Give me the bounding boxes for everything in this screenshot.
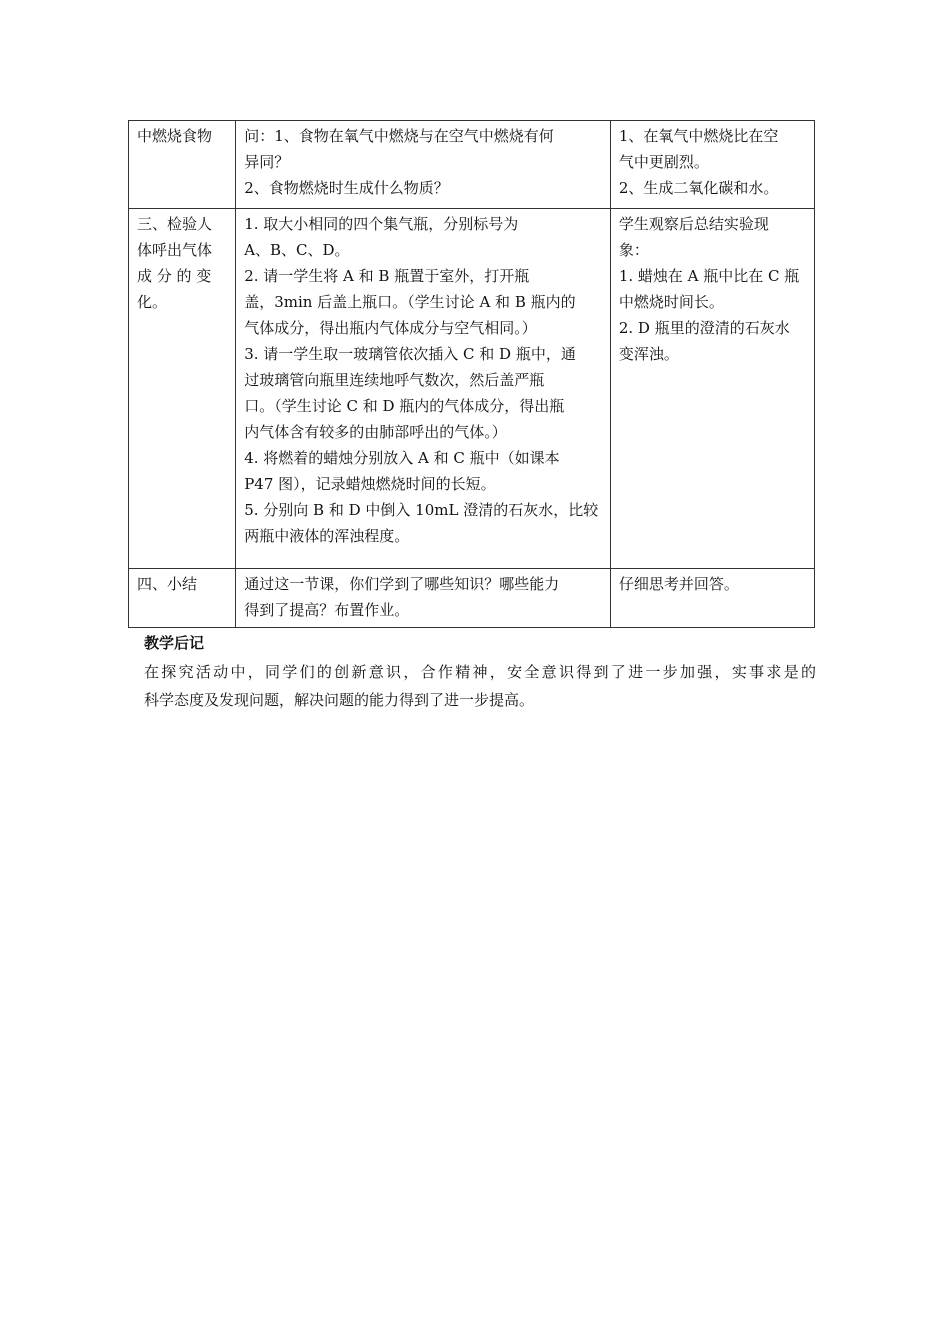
- cell-line: 象：: [618, 241, 649, 259]
- cell-line: 气中更剧烈。: [618, 153, 709, 171]
- cell-line: 得到了提高？布置作业。: [244, 601, 410, 619]
- cell-line: 气体成分，得出瓶内气体成分与空气相同。）: [244, 319, 537, 337]
- postscript-body: [144, 658, 816, 714]
- cell-line: 学生观察后总结实验现: [618, 215, 769, 233]
- cell-line: 四、小结: [137, 575, 198, 593]
- cell-line: 5. 分别向 B 和 D 中倒入 10mL 澄清的石灰水，比较: [244, 501, 599, 519]
- cell-line: 问：1、食物在氧气中燃烧与在空气中燃烧有何: [244, 127, 554, 145]
- cell-line: 中燃烧时间长。: [618, 293, 724, 311]
- cell-line: 内气体含有较多的由肺部呼出的气体。）: [244, 423, 507, 441]
- cell-line: 2. 请一学生将 A 和 B 瓶置于室外，打开瓶: [244, 267, 530, 285]
- student-activity-cell: [610, 569, 814, 628]
- table-row: [129, 209, 815, 569]
- student-activity-cell: [610, 209, 814, 569]
- student-activity-cell: [610, 121, 814, 209]
- teacher-activity-cell: [236, 209, 611, 569]
- cell-line: 2. D 瓶里的澄清的石灰水: [618, 319, 790, 337]
- cell-line: 变浑浊。: [618, 345, 679, 363]
- cell-line: P47 图），记录蜡烛燃烧时间的长短。: [244, 475, 496, 493]
- cell-line: 1. 取大小相同的四个集气瓶，分别标号为: [244, 215, 519, 233]
- stage-cell: [129, 569, 236, 628]
- table-row: [129, 569, 815, 628]
- stage-cell: [129, 209, 236, 569]
- cell-line: 口。（学生讨论 C 和 D 瓶内的气体成分，得出瓶: [244, 397, 565, 415]
- teacher-activity-cell: [236, 569, 611, 628]
- cell-line: 3. 请一学生取一玻璃管依次插入 C 和 D 瓶中，通: [244, 345, 576, 363]
- teaching-postscript: [144, 632, 816, 714]
- cell-line: 2、食物燃烧时生成什么物质？: [244, 179, 449, 197]
- teacher-activity-cell: [236, 121, 611, 209]
- cell-line: 过玻璃管向瓶里连续地呼气数次，然后盖严瓶: [244, 371, 545, 389]
- cell-line: 异同？: [244, 153, 290, 171]
- cell-line: 仔细思考并回答。: [618, 575, 739, 593]
- cell-line: 通过这一节课，你们学到了哪些知识？哪些能力: [244, 575, 560, 593]
- cell-line: 4. 将燃着的蜡烛分别放入 A 和 C 瓶中（如课本: [244, 449, 560, 467]
- cell-line: 1. 蜡烛在 A 瓶中比在 C 瓶: [618, 267, 800, 285]
- cell-line: 三、检验人: [137, 215, 213, 233]
- cell-line: 2、生成二氧化碳和水。: [618, 179, 779, 197]
- cell-line: 1、在氧气中燃烧比在空: [618, 127, 779, 145]
- table-row: [129, 121, 815, 209]
- cell-line: A、B、C、D。: [244, 241, 350, 259]
- cell-line: 成 分 的 变: [137, 267, 212, 285]
- cell-line: 化。: [137, 293, 168, 311]
- cell-line: 中燃烧食物: [137, 127, 213, 145]
- cell-line: 盖，3min 后盖上瓶口。（学生讨论 A 和 B 瓶内的: [244, 293, 576, 311]
- cell-line: 体呼出气体: [137, 241, 213, 259]
- postscript-line: 在探究活动中，同学们的创新意识，合作精神，安全意识得到了进一步加强，实事求是的: [144, 663, 816, 681]
- cell-line: 两瓶中液体的浑浊程度。: [244, 527, 410, 545]
- stage-cell: [129, 121, 236, 209]
- lesson-table: [128, 120, 815, 628]
- postscript-title: 教学后记: [144, 634, 205, 652]
- postscript-line: 科学态度及发现问题，解决问题的能力得到了进一步提高。: [144, 691, 535, 709]
